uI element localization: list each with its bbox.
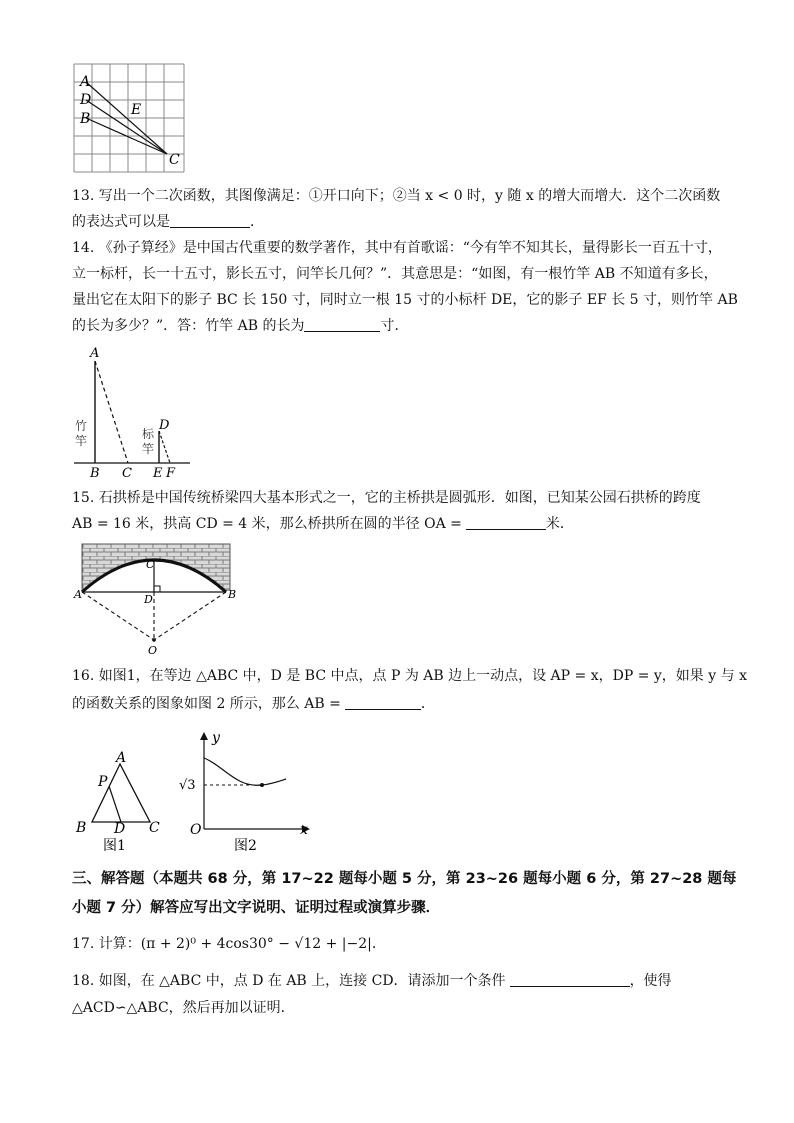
fig2-caption: 图2 [234, 838, 257, 854]
q16-line1: 16. 如图1，在等边 △ABC 中，D 是 BC 中点，点 P 为 AB 边上一动点，设 AP = x，DP = y，如果 y 与 x [72, 668, 747, 684]
q18-answer-blank[interactable] [510, 972, 630, 987]
shadow-line-df [159, 431, 170, 463]
q16-figure1-triangle [72, 746, 168, 856]
q14-line2: 立一标杆，长一十五寸，影长五寸，问竿长几何？”．其意思是：“如图，有一根竹竿 AB 不知道有多长， [72, 266, 718, 282]
q15-end: 米． [545, 516, 574, 532]
label-a: A [90, 346, 100, 361]
q14-line4 [72, 316, 408, 336]
shadow-line-ac [95, 361, 128, 463]
q13-answer-blank[interactable] [170, 213, 250, 228]
q13-end: ． [250, 214, 264, 230]
y-vs-x-curve [204, 758, 286, 785]
label-x: x [300, 822, 308, 838]
bridge-wall [82, 544, 230, 590]
label-p: P [98, 774, 108, 790]
q12-grid-figure [72, 62, 190, 176]
fig1-caption: 图1 [103, 838, 126, 854]
q14-end: 寸． [380, 318, 409, 334]
label-e: E [153, 466, 163, 480]
label-a: A [74, 588, 82, 601]
label-e: E [131, 102, 142, 118]
q16-text: 的函数关系的图象如图 2 所示，那么 AB = [72, 696, 341, 712]
q14-answer-blank[interactable] [304, 317, 380, 332]
q13-text: 的表达式可以是 [72, 214, 170, 230]
label-d: D [80, 92, 92, 108]
q13-line2 [72, 212, 264, 232]
q16-figure2-graph [174, 726, 316, 856]
q16-answer-blank[interactable] [345, 695, 421, 710]
label-b: B [76, 820, 87, 836]
label-post-2: 竿 [142, 442, 155, 456]
section3-heading-line2: 小题 7 分）解答应写出文字说明、证明过程或演算步骤． [72, 900, 441, 916]
q14-bamboo-figure [72, 344, 196, 480]
q15-answer-blank[interactable] [466, 515, 546, 530]
q18-end: ，使得 [629, 973, 672, 989]
q16-line2 [72, 694, 435, 714]
label-d: D [114, 821, 126, 837]
q14-line3: 量出它在太阳下的影子 BC 长 150 寸，同时立一根 15 寸的小标杆 DE，它的影子 EF 长 5 寸，则竹竿 AB [72, 292, 738, 308]
grid-lines [74, 64, 184, 172]
q18-text: 18. 如图，在 △ABC 中，点 D 在 AB 上，连接 CD．请添加一个条件 [72, 973, 506, 989]
q15-line1: 15. 石拱桥是中国传统桥梁四大基本形式之一，它的主桥拱是圆弧形．如图，已知某公园石拱桥的跨度 [72, 490, 701, 506]
label-d: D [159, 418, 170, 433]
label-c: C [169, 152, 180, 168]
label-post-1: 标 [142, 427, 155, 441]
label-c: C [149, 820, 160, 836]
label-y: y [212, 730, 220, 746]
label-c: C [122, 466, 132, 480]
label-b: B [228, 588, 237, 601]
section3-heading-line1: 三、解答题（本题共 68 分，第 17~22 题每小题 5 分，第 23~26 题每小题 6 分，第 27~28 题每 [72, 871, 737, 887]
label-b: B [90, 466, 100, 480]
q15-text: AB = 16 米，拱高 CD = 4 米，那么桥拱所在圆的半径 OA = [72, 516, 462, 532]
q15-line2 [72, 514, 574, 534]
q13-line1: 13. 写出一个二次函数，其图像满足：①开口向下；②当 x < 0 时，y 随 x 的增大而增大．这个二次函数 [72, 188, 721, 204]
label-o: O [190, 822, 202, 838]
label-b: B [80, 111, 91, 127]
q14-line1: 14. 《孙子算经》是中国古代重要的数学著作，其中有首歌谣：“今有竿不知其长，量得影长一百五十寸， [72, 240, 722, 256]
label-c: C [146, 558, 155, 571]
label-sqrt3: √3 [179, 778, 196, 793]
q15-arch-bridge-figure [72, 540, 238, 658]
q17-text: 17. 计算：(π + 2)⁰ + 4cos30° − √12 + |−2|． [72, 936, 386, 952]
label-a: A [80, 74, 91, 90]
label-a: A [116, 750, 127, 766]
label-pole-2: 竿 [75, 434, 88, 448]
label-d: D [144, 593, 153, 606]
label-o: O [148, 644, 158, 657]
label-pole-1: 竹 [75, 419, 88, 433]
q16-end: ． [420, 696, 435, 712]
q18-line2: △ACD∽△ABC，然后再加以证明． [72, 1000, 295, 1016]
label-f: F [166, 466, 176, 480]
q18-line1 [72, 971, 672, 991]
q14-text: 的长为多少？”．答：竹竿 AB 的长为 [72, 318, 305, 334]
